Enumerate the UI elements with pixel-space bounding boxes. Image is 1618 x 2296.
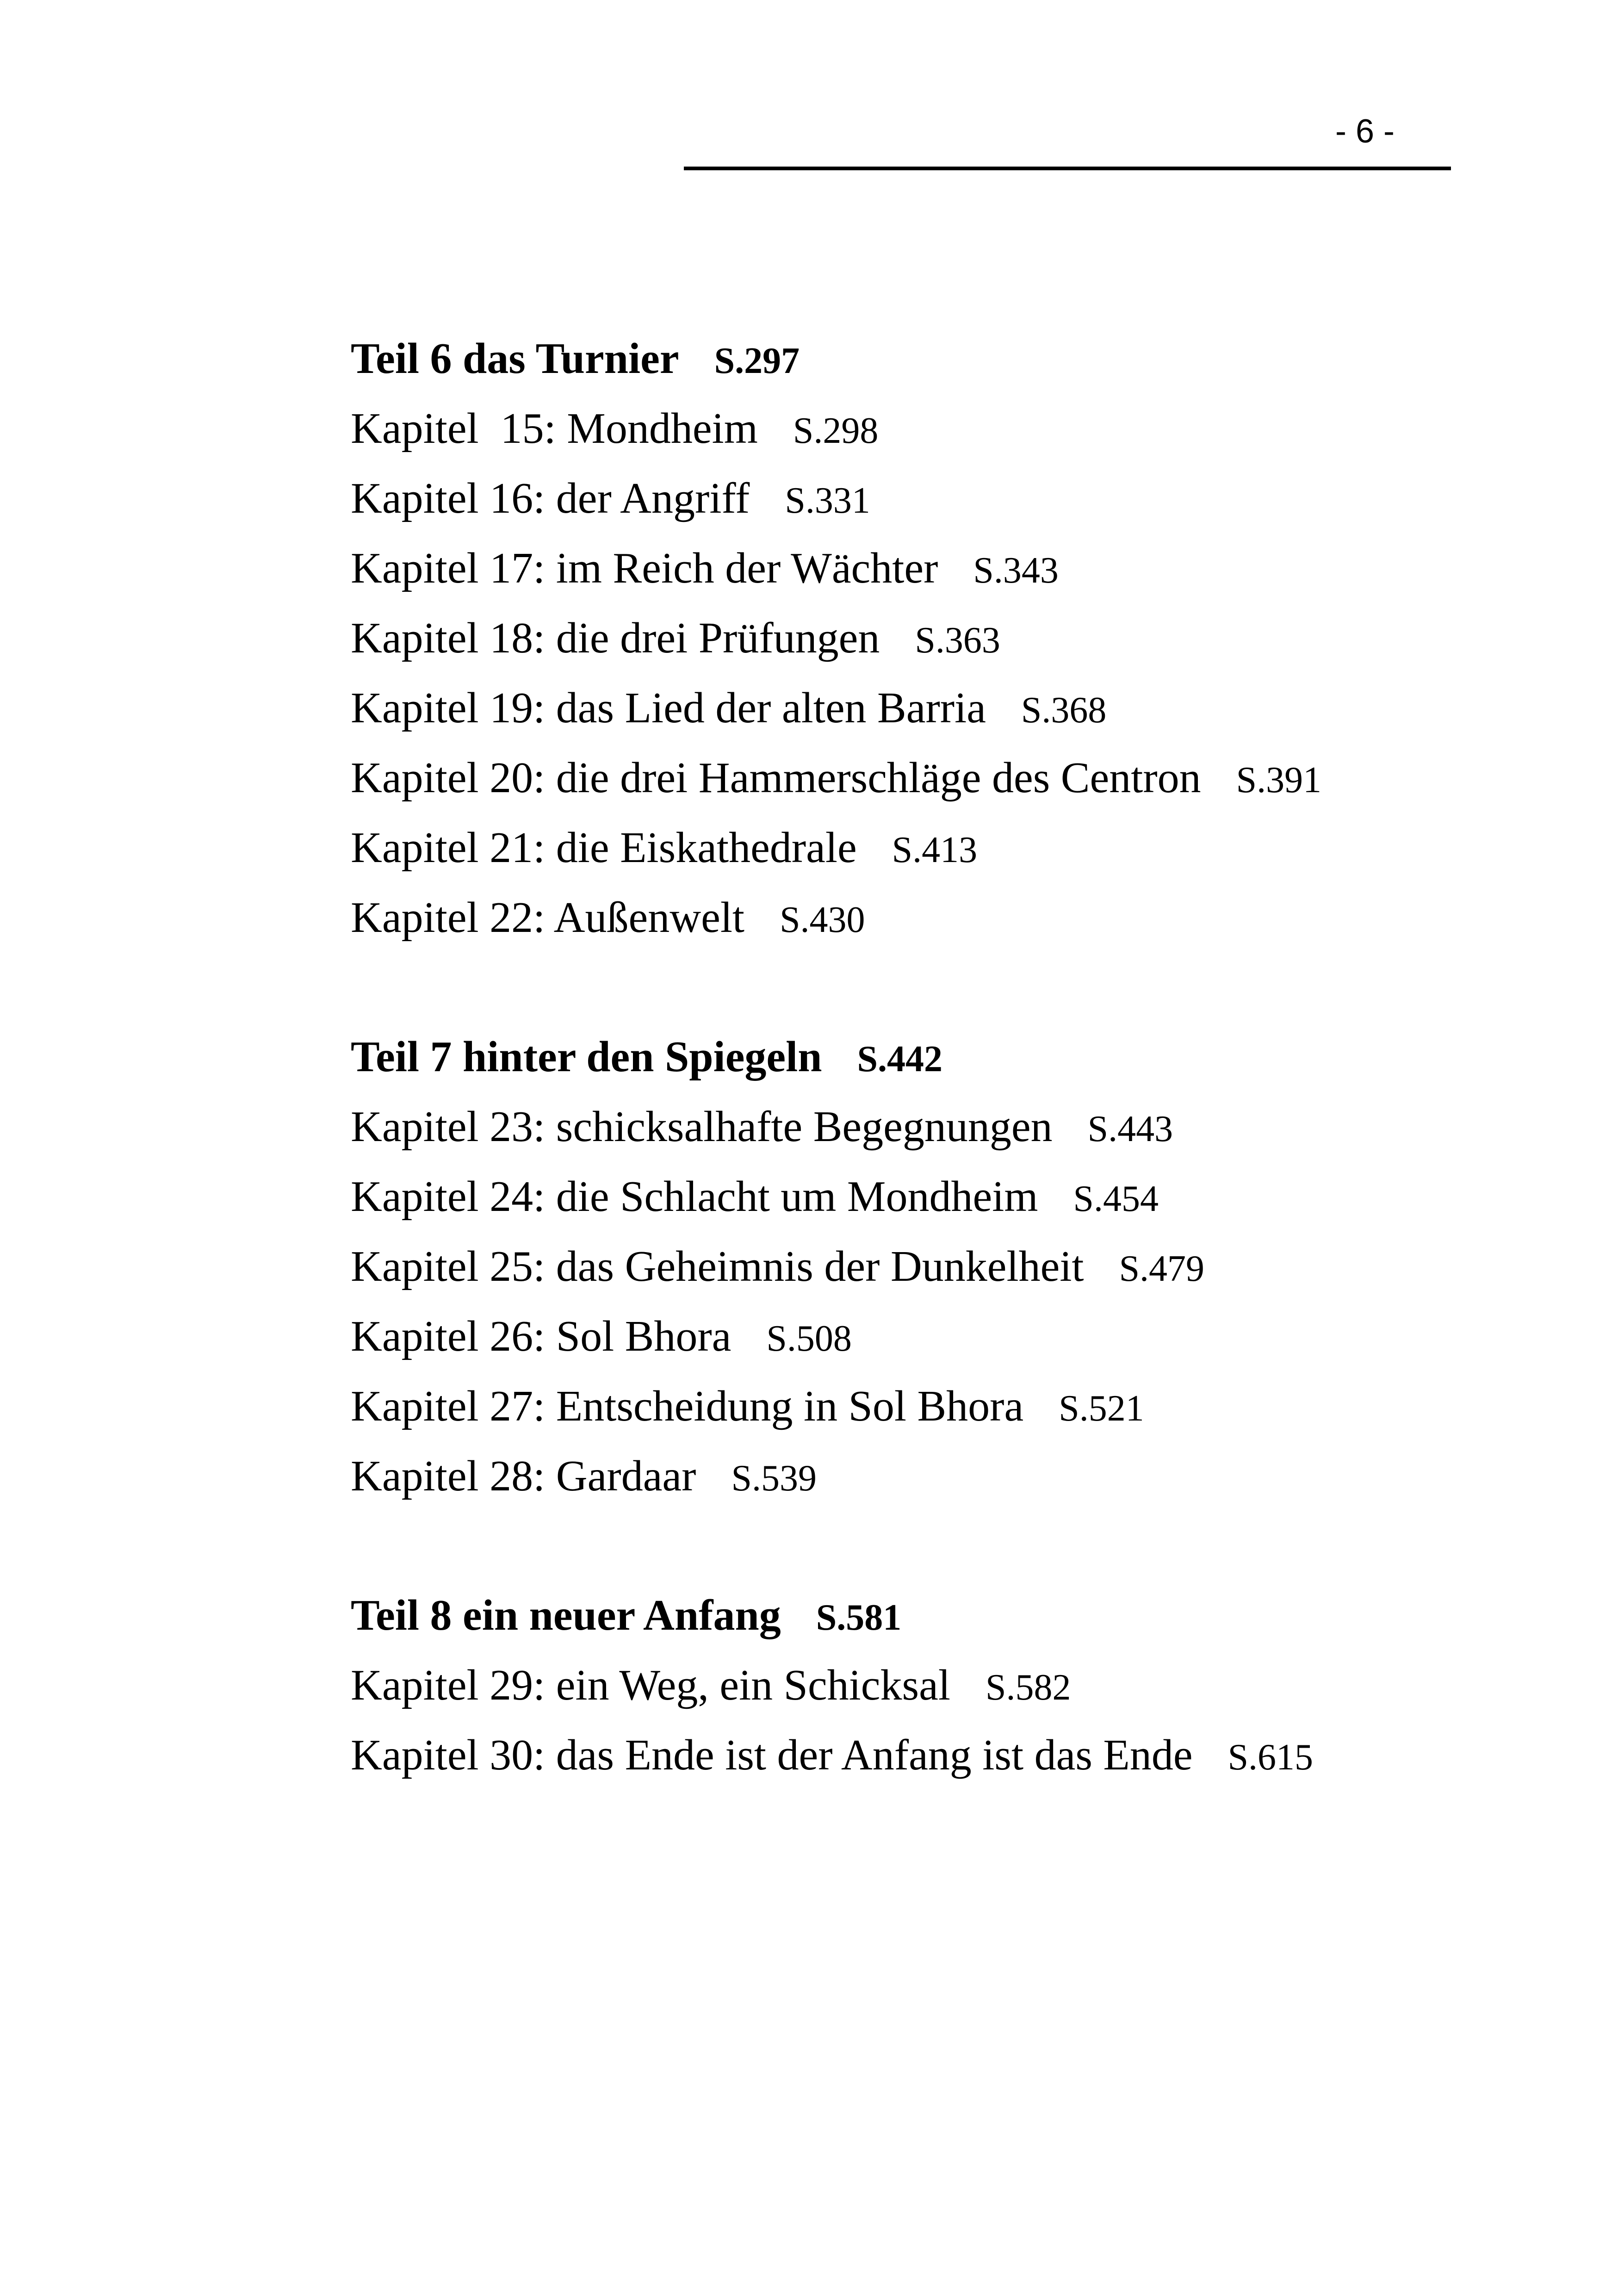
chapter-title: Kapitel 16: der Angriff bbox=[351, 474, 750, 522]
chapter-title: Kapitel 30: das Ende ist der Anfang ist das Ende bbox=[351, 1731, 1193, 1779]
chapter-title: Kapitel 23: schicksalhafte Begegnungen bbox=[351, 1103, 1053, 1151]
chapter-page-ref: S.298 bbox=[793, 410, 879, 451]
page-number: - 6 - bbox=[1335, 113, 1395, 150]
chapter-entry bbox=[351, 534, 1554, 603]
chapter-title: Kapitel 18: die drei Prüfungen bbox=[351, 614, 880, 662]
chapter-page-ref: S.479 bbox=[1119, 1248, 1205, 1289]
chapter-title: Kapitel 27: Entscheidung in Sol Bhora bbox=[351, 1382, 1024, 1430]
chapter-entry bbox=[351, 603, 1554, 673]
chapter-title: Kapitel 15: Mondheim bbox=[351, 404, 758, 453]
part-heading bbox=[351, 1581, 1554, 1651]
chapter-entry bbox=[351, 1302, 1554, 1371]
chapter-page-ref: S.443 bbox=[1087, 1109, 1173, 1149]
part-heading bbox=[351, 1022, 1554, 1092]
chapter-title: Kapitel 20: die drei Hammerschläge des Centron bbox=[351, 754, 1201, 802]
part-title: Teil 7 hinter den Spiegeln bbox=[351, 1033, 822, 1081]
chapter-title: Kapitel 25: das Geheimnis der Dunkelheit bbox=[351, 1242, 1084, 1291]
chapter-entry bbox=[351, 883, 1554, 953]
part-page-ref: S.581 bbox=[816, 1597, 902, 1638]
chapter-entry bbox=[351, 1162, 1554, 1232]
chapter-page-ref: S.521 bbox=[1059, 1388, 1144, 1429]
chapter-entry bbox=[351, 1441, 1554, 1511]
chapter-entry bbox=[351, 394, 1554, 464]
chapter-title: Kapitel 29: ein Weg, ein Schicksal bbox=[351, 1661, 950, 1709]
chapter-entry bbox=[351, 1092, 1554, 1162]
chapter-entry bbox=[351, 1720, 1554, 1790]
chapter-page-ref: S.368 bbox=[1021, 690, 1107, 731]
chapter-page-ref: S.454 bbox=[1073, 1179, 1159, 1219]
chapter-entry bbox=[351, 1651, 1554, 1720]
chapter-page-ref: S.508 bbox=[766, 1318, 852, 1359]
toc-section-part-6 bbox=[351, 324, 1554, 953]
chapter-title: Kapitel 22: Außenwelt bbox=[351, 894, 745, 942]
header-rule bbox=[684, 167, 1451, 170]
chapter-entry bbox=[351, 743, 1554, 813]
part-page-ref: S.442 bbox=[857, 1039, 943, 1080]
chapter-page-ref: S.343 bbox=[973, 550, 1059, 591]
chapter-title: Kapitel 26: Sol Bhora bbox=[351, 1312, 732, 1360]
part-heading bbox=[351, 324, 1554, 394]
toc-section-part-7 bbox=[351, 1022, 1554, 1511]
chapter-title: Kapitel 17: im Reich der Wächter bbox=[351, 544, 938, 592]
chapter-entry bbox=[351, 464, 1554, 534]
chapter-title: Kapitel 19: das Lied der alten Barria bbox=[351, 684, 986, 732]
chapter-title: Kapitel 28: Gardaar bbox=[351, 1452, 696, 1500]
chapter-entry bbox=[351, 1371, 1554, 1441]
part-title: Teil 6 das Turnier bbox=[351, 335, 679, 383]
table-of-contents bbox=[351, 324, 1554, 1860]
chapter-page-ref: S.430 bbox=[780, 900, 865, 940]
chapter-entry bbox=[351, 673, 1554, 743]
chapter-page-ref: S.391 bbox=[1236, 760, 1322, 800]
chapter-title: Kapitel 21: die Eiskathedrale bbox=[351, 824, 857, 872]
part-page-ref: S.297 bbox=[714, 341, 800, 381]
chapter-page-ref: S.413 bbox=[892, 830, 978, 870]
chapter-entry bbox=[351, 1232, 1554, 1302]
chapter-page-ref: S.331 bbox=[785, 480, 870, 521]
chapter-page-ref: S.539 bbox=[731, 1458, 817, 1499]
toc-section-part-8 bbox=[351, 1581, 1554, 1790]
chapter-entry bbox=[351, 813, 1554, 883]
chapter-page-ref: S.615 bbox=[1227, 1737, 1314, 1778]
chapter-page-ref: S.582 bbox=[985, 1667, 1071, 1708]
chapter-title: Kapitel 24: die Schlacht um Mondheim bbox=[351, 1173, 1038, 1221]
part-title: Teil 8 ein neuer Anfang bbox=[351, 1591, 781, 1639]
chapter-page-ref: S.363 bbox=[915, 620, 1000, 661]
